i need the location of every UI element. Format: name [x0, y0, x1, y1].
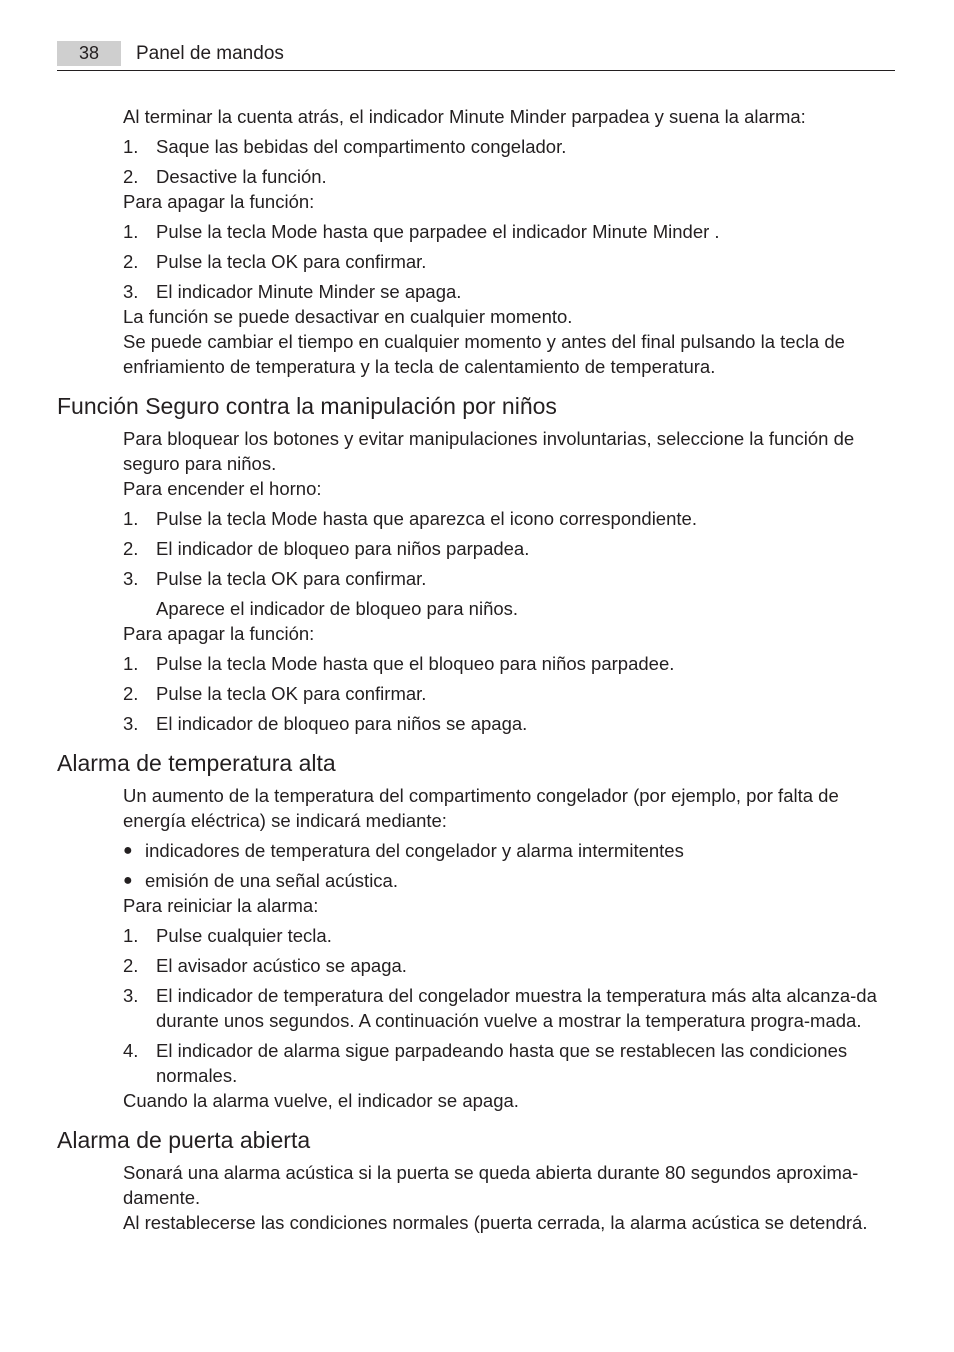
bullet-list — [57, 838, 897, 893]
list-item: 3. El indicador de bloqueo para niños se apaga. — [123, 713, 528, 734]
page-header — [57, 41, 895, 71]
paragraph: Sonará una alarma acústica si la puerta se queda abierta durante 80 segundos aproxima-damente. — [123, 1162, 859, 1208]
paragraph: Se puede cambiar el tiempo en cualquier momento y antes del final pulsando la tecla de enfriamiento de temperatura y la tecla de calentamiento de temperatura. — [123, 331, 845, 377]
paragraph: Para reiniciar la alarma: — [123, 895, 319, 916]
numbered-list — [57, 651, 897, 736]
numbered-list — [57, 134, 897, 189]
list-item: 3. Pulse la tecla OK para confirmar. — [123, 568, 427, 589]
page-content — [57, 104, 897, 1235]
list-item: 1. Pulse la tecla Mode hasta que aparezca el icono correspondiente. — [123, 508, 697, 529]
paragraph: Para apagar la función: — [123, 191, 315, 212]
paragraph: Para encender el horno: — [123, 478, 322, 499]
list-item: 4. El indicador de alarma sigue parpadeando hasta que se restablecen las condiciones normales. — [123, 1040, 848, 1086]
bullet-icon: ● — [123, 842, 133, 859]
section-heading: Alarma de temperatura alta — [57, 750, 336, 776]
list-item: 1. Pulse la tecla Mode hasta que parpadee el indicador Minute Minder . — [123, 221, 720, 242]
list-item: 1. Pulse la tecla Mode hasta que el bloqueo para niños parpadee. — [123, 653, 675, 674]
section-heading: Alarma de puerta abierta — [57, 1127, 311, 1153]
list-item: 3. El indicador de temperatura del congelador muestra la temperatura más alta alcanza-da durante unos segundos. A continuación vuelve a mostrar la temperatura progra-mada. — [123, 985, 877, 1031]
paragraph: Un aumento de la temperatura del compartimento congelador (por ejemplo, por falta de energía eléctrica) se indicará mediante: — [123, 785, 839, 831]
numbered-list — [57, 923, 897, 1088]
list-item: 2. Pulse la tecla OK para confirmar. — [123, 251, 427, 272]
numbered-list — [57, 219, 897, 304]
list-item: 1. Saque las bebidas del compartimento congelador. — [123, 136, 567, 157]
paragraph: Cuando la alarma vuelve, el indicador se apaga. — [123, 1090, 519, 1111]
paragraph: La función se puede desactivar en cualquier momento. — [123, 306, 573, 327]
list-item: 2. Desactive la función. — [123, 166, 327, 187]
bullet-icon: ● — [123, 872, 133, 889]
list-item: 2. Pulse la tecla OK para confirmar. — [123, 683, 427, 704]
list-item: 2. El avisador acústico se apaga. — [123, 955, 407, 976]
section-heading: Función Seguro contra la manipulación por niños — [57, 393, 557, 419]
paragraph: Al terminar la cuenta atrás, el indicador Minute Minder parpadea y suena la alarma: — [123, 106, 806, 127]
list-item: 1. Pulse cualquier tecla. — [123, 925, 332, 946]
list-item: 2. El indicador de bloqueo para niños parpadea. — [123, 538, 530, 559]
paragraph: Al restablecerse las condiciones normales (puerta cerrada, la alarma acústica se detendrá. — [123, 1212, 868, 1233]
numbered-list — [57, 506, 897, 591]
list-continuation: Aparece el indicador de bloqueo para niños. — [156, 598, 519, 619]
header-title: Panel de mandos — [136, 43, 284, 64]
list-item: 3. El indicador Minute Minder se apaga. — [123, 281, 462, 302]
paragraph: Para bloquear los botones y evitar manipulaciones involuntarias, seleccione la función de seguro para niños. — [123, 428, 855, 474]
list-item: ● indicadores de temperatura del congelador y alarma intermitentes — [123, 840, 684, 861]
page-number: 38 — [57, 41, 121, 66]
paragraph: Para apagar la función: — [123, 623, 315, 644]
list-item: ● emisión de una señal acústica. — [123, 870, 398, 891]
